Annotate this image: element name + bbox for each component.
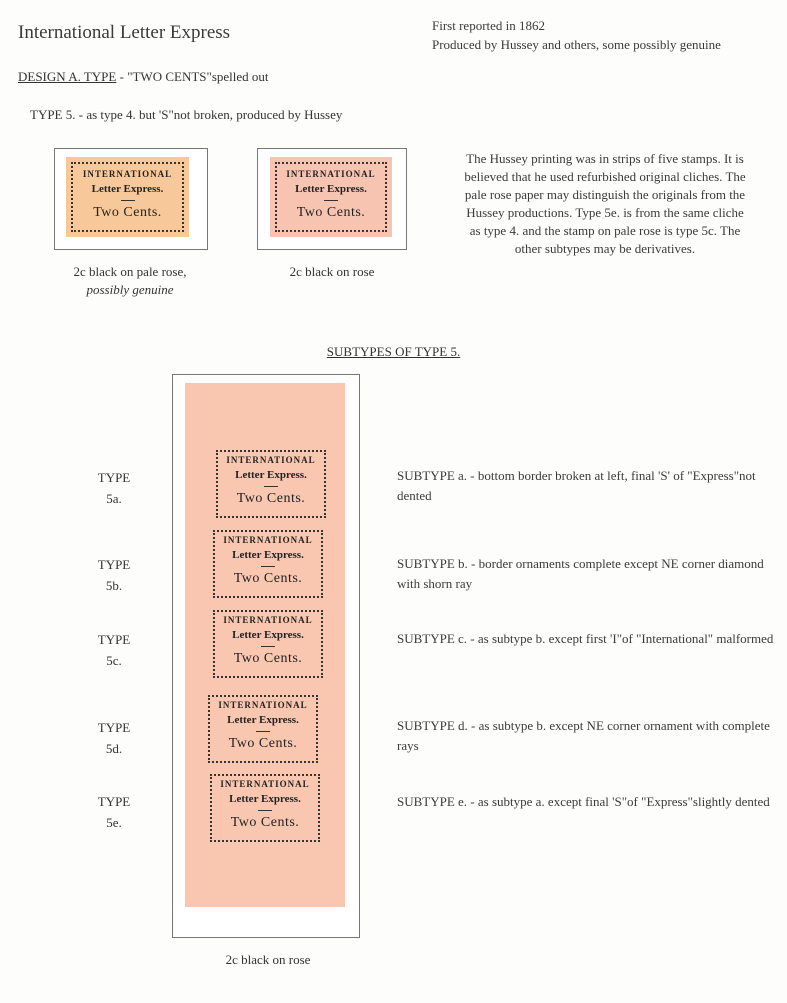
stamp-line-letter-express: Letter Express. — [232, 549, 304, 561]
design-line — [18, 69, 269, 85]
type-label-5c — [84, 629, 144, 671]
strip-stamp-5e — [205, 769, 325, 847]
type-code: 5a. — [106, 491, 122, 506]
subtype-e-description: SUBTYPE e. - as subtype a. except final 'S"of "Express"slightly dented — [397, 794, 770, 809]
strip-stamp-5d — [203, 690, 323, 768]
stamp-image — [66, 157, 189, 237]
strip-stamp-5b — [208, 525, 328, 603]
type-word: TYPE — [97, 470, 131, 485]
stamp-caption-2: 2c black on rose — [289, 264, 375, 279]
type-word: TYPE — [97, 557, 131, 572]
subtype-c-description: SUBTYPE c. - as subtype b. except first 'I"of "International" malformed — [397, 631, 774, 646]
stamp-dash — [324, 200, 338, 201]
stamp-line-international: INTERNATIONAL — [286, 169, 376, 179]
stamp-dash — [121, 200, 135, 201]
strip-caption: 2c black on rose — [225, 952, 311, 967]
type-word: TYPE — [97, 720, 131, 735]
stamp-dash — [256, 731, 270, 732]
type-label-5b — [84, 554, 144, 596]
stamp-line-international: INTERNATIONAL — [223, 535, 313, 545]
stamp-line-two-cents: Two Cents. — [228, 736, 298, 751]
stamp-line-two-cents: Two Cents. — [233, 571, 303, 586]
stamp-line-letter-express: Letter Express. — [229, 793, 301, 805]
stamp-dash — [261, 646, 275, 647]
type-label-5d — [84, 717, 144, 759]
subtype-d-description: SUBTYPE d. - as subtype b. except NE corner ornament with complete rays — [397, 718, 770, 753]
stamp-line-two-cents: Two Cents. — [296, 205, 366, 220]
stamp-line-letter-express: Letter Express. — [227, 714, 299, 726]
design-label: DESIGN A. TYPE — [18, 69, 117, 84]
stamp-caption-1: 2c black on pale rose, — [73, 264, 187, 279]
type-label-5e — [84, 791, 144, 833]
strip-stamp-5c — [208, 605, 328, 683]
type-label-5a — [84, 467, 144, 509]
type-word: TYPE — [97, 632, 131, 647]
stamp-line-letter-express: Letter Express. — [232, 629, 304, 641]
stamp-mount-2 — [257, 148, 407, 250]
stamp-line-letter-express: Letter Express. — [295, 183, 367, 195]
subtypes-heading-wrap — [0, 344, 787, 360]
stamp-mount-1 — [54, 148, 208, 250]
stamp-line-international: INTERNATIONAL — [82, 169, 173, 179]
subtype-b-description: SUBTYPE b. - border ornaments complete except NE corner diamond with shorn ray — [397, 556, 764, 591]
type-code: 5c. — [106, 653, 122, 668]
description-paragraph: The Hussey printing was in strips of five stamps. It is believed that he used refurbished original cliches. The pale rose paper may distinguish the originals from the Hussey productions. Type 5e. is from the same cliche as type 4. and the stamp on pale rose is type 5c. The other subtypes may be derivatives. — [464, 151, 746, 256]
type-code: 5d. — [105, 741, 123, 756]
stamp-dash — [261, 566, 275, 567]
strip-stamp-5a — [211, 445, 331, 523]
strip-mount — [172, 374, 360, 938]
stamp-image — [270, 157, 392, 237]
stamp-line-letter-express: Letter Express. — [235, 469, 307, 481]
type5-heading: TYPE 5. - as type 4. but 'S"not broken, produced by Hussey — [30, 107, 343, 122]
type-word: TYPE — [97, 794, 131, 809]
subtype-a-description: SUBTYPE a. - bottom border broken at left, final 'S' of "Express"not dented — [397, 468, 756, 503]
stamp-dash — [264, 486, 278, 487]
stamp-line-international: INTERNATIONAL — [223, 615, 313, 625]
stamp-caption-1-note: possibly genuine — [86, 282, 174, 297]
type-code: 5e. — [106, 815, 122, 830]
stamp-line-two-cents: Two Cents. — [233, 651, 303, 666]
page-title: International Letter Express — [18, 22, 231, 43]
stamp-line-two-cents: Two Cents. — [236, 491, 306, 506]
subtypes-heading: SUBTYPES OF TYPE 5. — [326, 344, 461, 359]
stamp-line-international: INTERNATIONAL — [220, 779, 310, 789]
first-reported: First reported in 1862 — [432, 18, 546, 33]
stamp-dash — [258, 810, 272, 811]
design-rest: - "TWO CENTS"spelled out — [116, 69, 269, 84]
produced-by: Produced by Hussey and others, some possibly genuine — [432, 37, 721, 52]
type-code: 5b. — [105, 578, 123, 593]
stamp-strip — [185, 383, 345, 907]
stamp-line-two-cents: Two Cents. — [230, 815, 300, 830]
stamp-line-two-cents: Two Cents. — [93, 205, 162, 220]
stamp-line-international: INTERNATIONAL — [226, 455, 316, 465]
stamp-line-international: INTERNATIONAL — [218, 700, 308, 710]
stamp-line-letter-express: Letter Express. — [91, 183, 164, 195]
